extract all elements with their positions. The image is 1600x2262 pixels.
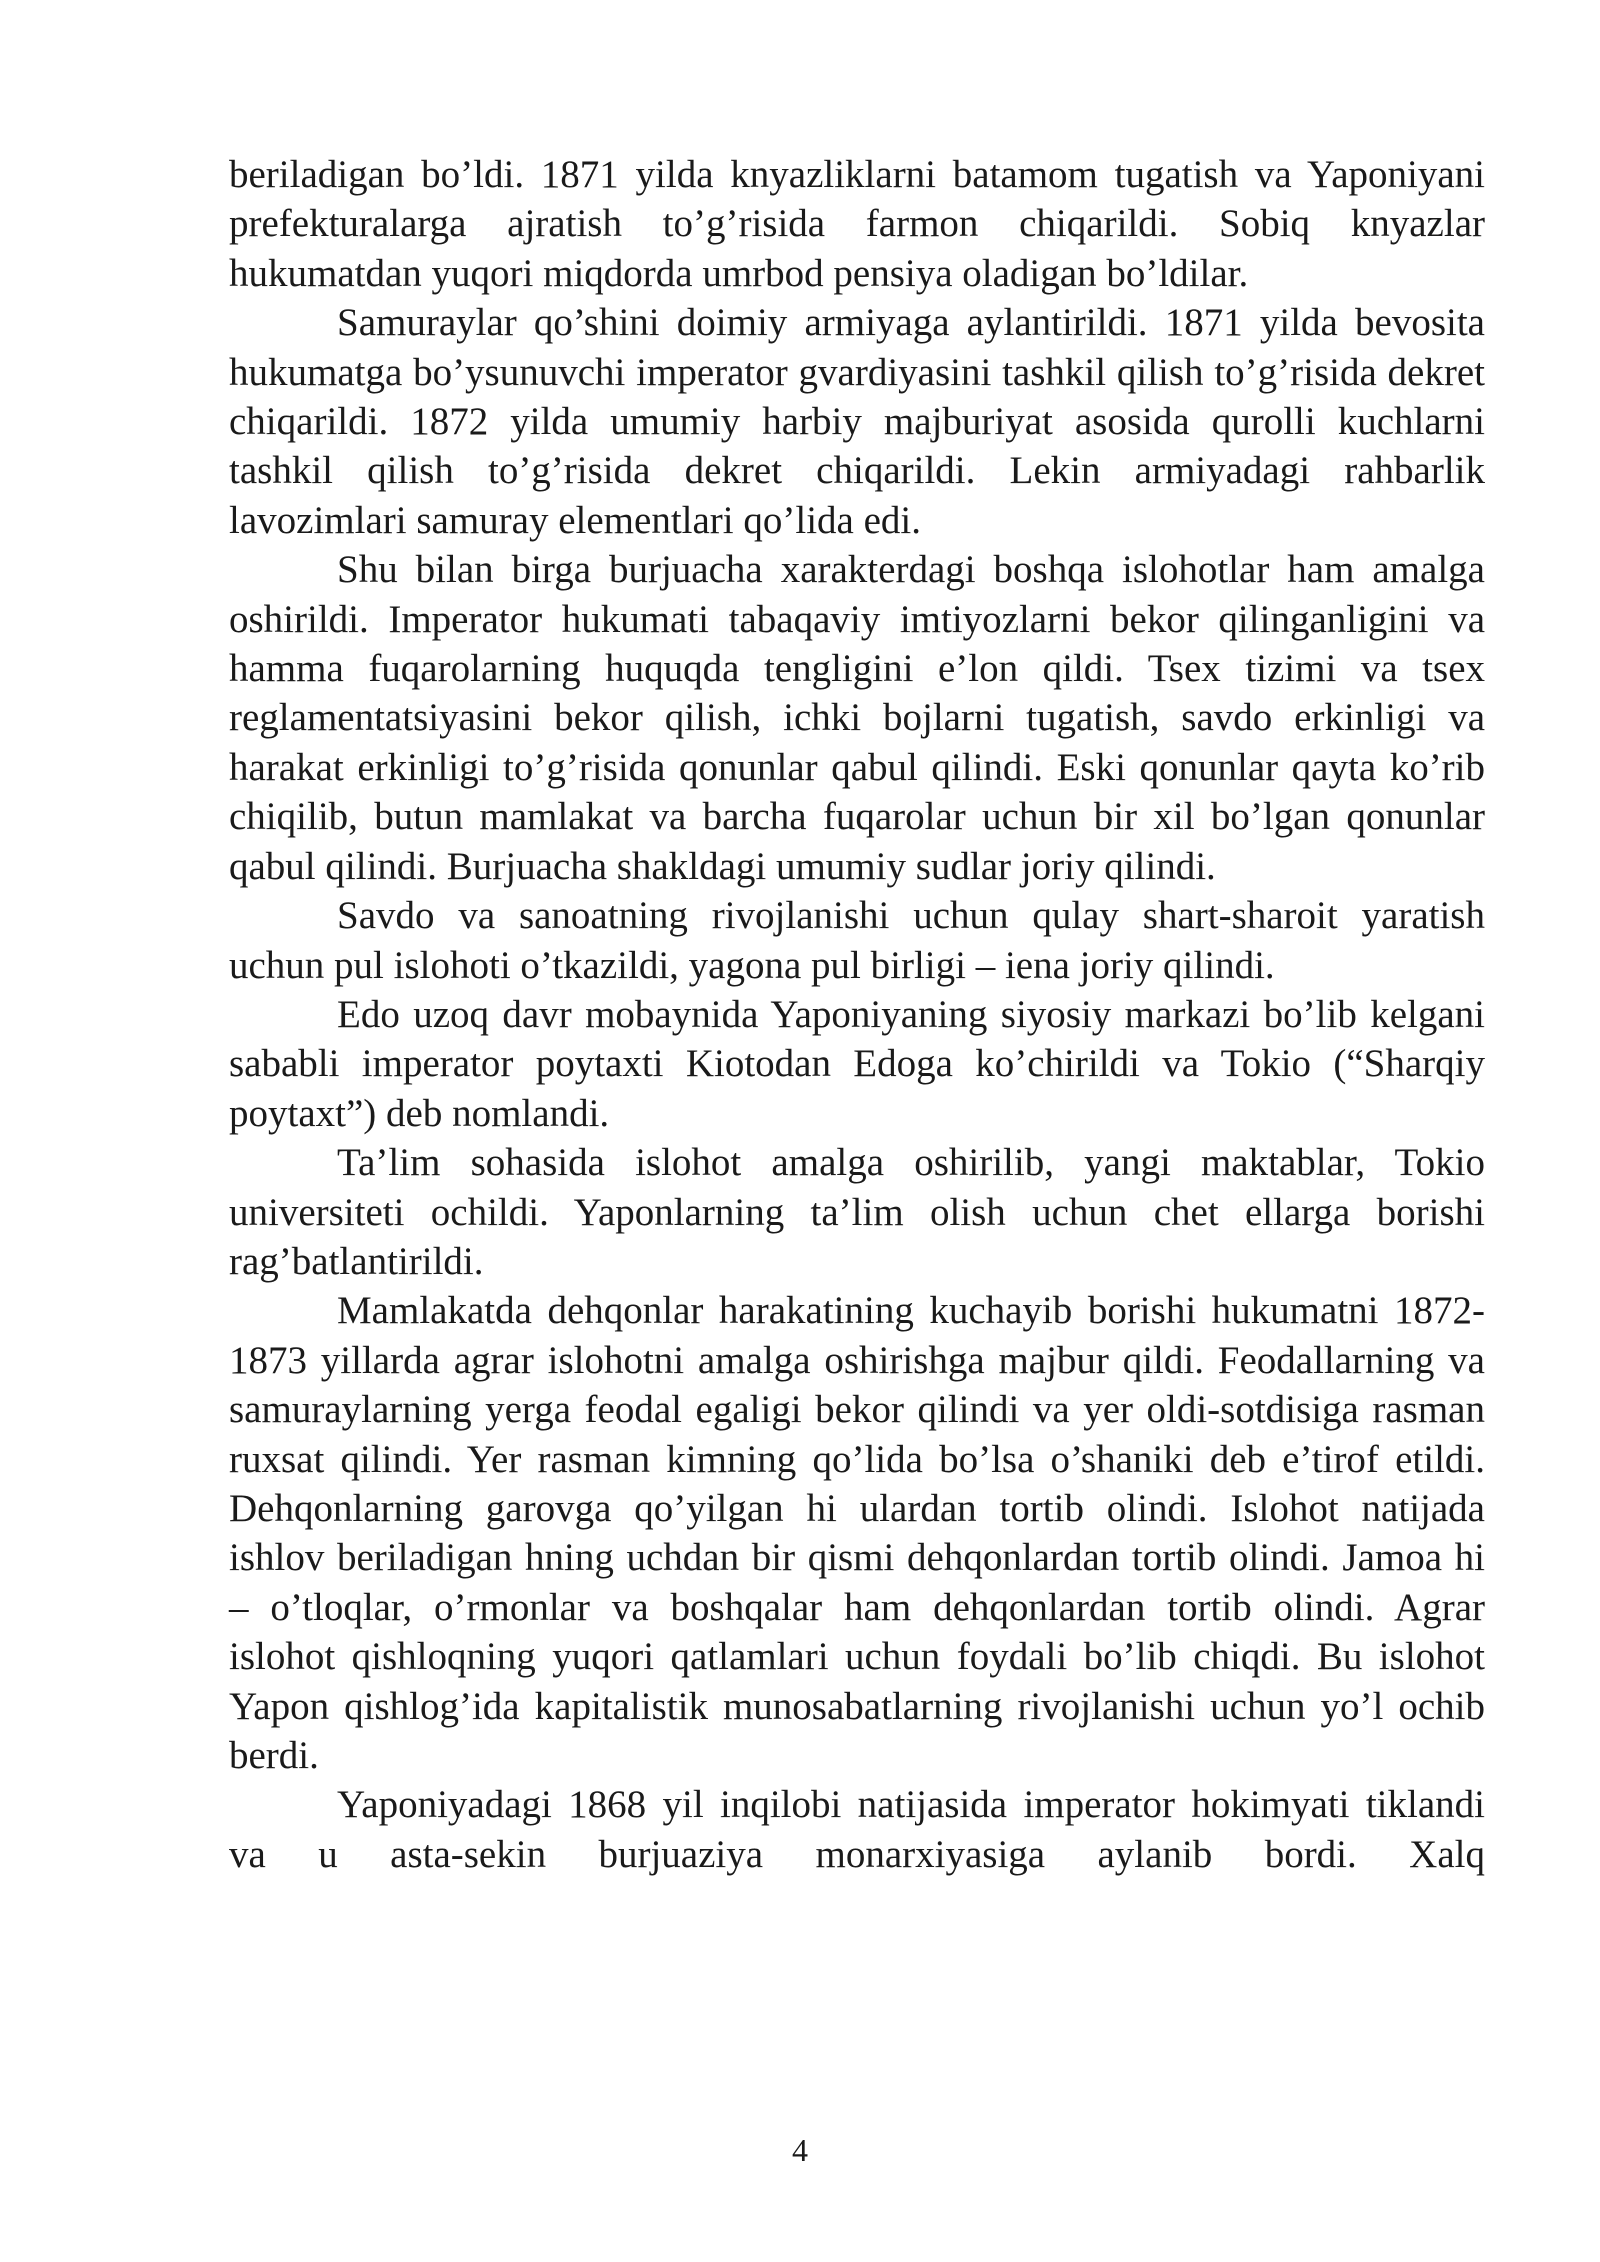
paragraph-continuation: beriladigan bo’ldi. 1871 yilda knyazliklarni batamom tugatish va Yaponiyani prefekturalarga ajratish to’g’risida farmon chiqarildi. Sobiq knyazlar hukumatdan yuqori miqdorda umrbod pensiya oladigan bo’ldilar. (229, 153, 1485, 295)
page-number: 4 (792, 2132, 808, 2168)
paragraph-revolution-outcome: Yaponiyadagi 1868 yil inqilobi natijasida imperator hokimyati tiklandi va u asta-sekin burjuaziya monarxiyasiga aylanib bordi. Xalq (229, 1783, 1485, 1876)
paragraph-bourgeois-reforms: Shu bilan birga burjuacha xarakterdagi boshqa islohotlar ham amalga oshirildi. Imperator hukumati tabaqaviy imtiyozlarni bekor qilinganligini va hamma fuqarolarning huquqda tengligini e’lon qildi. Tsex tizimi va tsex reglamentatsiyasini bekor qilish, ichki bojlarni tugatish, savdo erkinligi va harakat erkinligi to’g’risida qonunlar qabul qilindi. Eski qonunlar qayta ko’rib chiqilib, butun mamlakat va barcha fuqarolar uchun bir xil bo’lgan qonunlar qabul qilindi. Burjuacha shakldagi umumiy sudlar joriy qilindi. (229, 548, 1485, 888)
body-text (229, 150, 1485, 1879)
paragraph-monetary-reform: Savdo va sanoatning rivojlanishi uchun qulay shart-sharoit yaratish uchun pul islohoti o’tkazildi, yagona pul birligi – iena joriy qilindi. (229, 894, 1485, 987)
paragraph-capital-move: Edo uzoq davr mobaynida Yaponiyaning siyosiy markazi bo’lib kelgani sababli imperator poytaxti Kiotodan Edoga ko’chirildi va Tokio (“Sharqiy poytaxt”) deb nomlandi. (229, 992, 1485, 1135)
paragraph-education-reform: Ta’lim sohasida islohot amalga oshirilib, yangi maktablar, Tokio universiteti ochildi. Yaponlarning ta’lim olish uchun chet ellarga borishi rag’batlantirildi. (229, 1141, 1485, 1283)
paragraph-agrarian-reform: Mamlakatda dehqonlar harakatining kuchayib borishi hukumatni 1872-1873 yillarda agrar islohotni amalga oshirishga majbur qildi. Feodallarning va samuraylarning yerga feodal egaligi bekor qilindi va yer oldi-sotdisiga rasman ruxsat qilindi. Yer rasman kimning qo’lida bo’lsa o’shaniki deb e’tirof etildi. Dehqonlarning garovga qo’yilgan hi ulardan tortib olindi. Islohot natijada ishlov beriladigan hning uchdan bir qismi dehqonlardan tortib olindi. Jamoa hi – o’tloqlar, o’rmonlar va boshqalar ham dehqonlardan tortib olindi. Agrar islohot qishloqning yuqori qatlamlari uchun foydali bo’lib chiqdi. Bu islohot Yapon qishlog’ida kapitalistik munosabatlarning rivojlanishi uchun yo’l ochib berdi. (229, 1289, 1485, 1777)
paragraph-samurai-army: Samuraylar qo’shini doimiy armiyaga aylantirildi. 1871 yilda bevosita hukumatga bo’ysunuvchi imperator gvardiyasini tashkil qilish to’g’risida dekret chiqarildi. 1872 yilda umumiy harbiy majburiyat asosida qurolli kuchlarni tashkil qilish to’g’risida dekret chiqarildi. Lekin armiyadagi rahbarlik lavozimlari samuray elementlari qo’lida edi. (229, 301, 1485, 542)
